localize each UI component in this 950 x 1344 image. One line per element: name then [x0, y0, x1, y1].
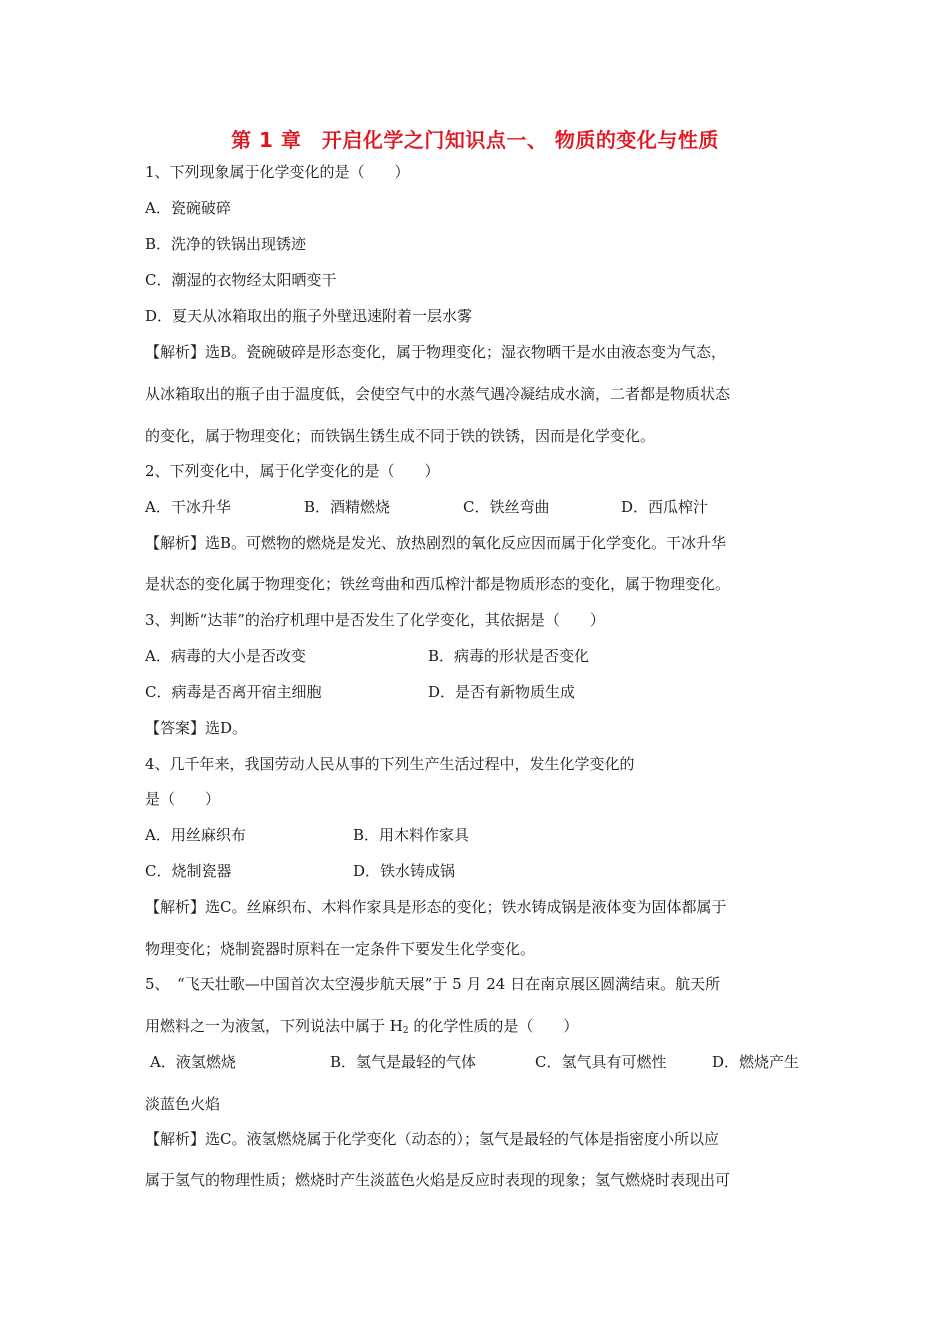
q4-analysis-line: 物理变化；烧制瓷器时原料在一定条件下要发生化学变化。 — [145, 940, 536, 958]
chapter-title: 第 1 章 开启化学之门知识点一、 物质的变化与性质 — [231, 128, 719, 152]
q1-analysis-line: 【解析】选B。瓷碗破碎是形态变化，属于物理变化；湿衣物晒干是水由液态变为气态， — [145, 343, 727, 361]
q3-answer: 【答案】选D。 — [145, 719, 248, 737]
q2-option-c: C．铁丝弯曲 — [463, 498, 550, 516]
q4-option-c: C．烧制瓷器 — [145, 862, 232, 880]
q1-option-d: D．夏天从冰箱取出的瓶子外壁迅速附着一层水雾 — [145, 307, 473, 325]
q5-subscript: 2 — [402, 1026, 409, 1036]
q5-option-d: D．燃烧产生 — [712, 1053, 800, 1071]
q1-analysis-line: 的变化，属于物理变化；而铁锅生锈生成不同于铁的铁锈，因而是化学变化。 — [145, 427, 656, 445]
q5-stem-text: 用燃料之一为液氢，下列说法中属于 H — [145, 1017, 403, 1035]
q5-stem-cont — [145, 1016, 578, 1041]
q2-option-b: B．酒精燃烧 — [304, 498, 391, 516]
q4-stem: 4、几千年来，我国劳动人民从事的下列生产生活过程中，发生化学变化的 — [145, 755, 635, 773]
q4-option-d: D．铁水铸成锅 — [353, 862, 456, 880]
q1-analysis-line: 从冰箱取出的瓶子由于温度低，会使空气中的水蒸气遇冷凝结成水滴，二者都是物质状态 — [145, 385, 731, 403]
q4-analysis-line: 【解析】选C。丝麻织布、木料作家具是形态的变化；铁水铸成锅是液体变为固体都属于 — [145, 898, 727, 916]
q5-option-d-cont: 淡蓝色火焰 — [145, 1095, 221, 1113]
q2-analysis-line: 是状态的变化属于物理变化；铁丝弯曲和西瓜榨汁都是物质形态的变化，属于物理变化。 — [145, 575, 731, 593]
q3-option-a: A．病毒的大小是否改变 — [145, 647, 306, 665]
q5-analysis-line: 【解析】选C。液氢燃烧属于化学变化（动态的）；氢气是最轻的气体是指密度小所以应 — [145, 1130, 719, 1148]
q5-option-a: A．液氢燃烧 — [150, 1053, 236, 1071]
q4-option-a: A．用丝麻织布 — [145, 826, 246, 844]
q2-stem: 2、下列变化中，属于化学变化的是（ ） — [145, 462, 440, 480]
q3-stem: 3、判断“达菲”的治疗机理中是否发生了化学变化，其依据是（ ） — [145, 611, 605, 629]
q5-analysis-line: 属于氢气的物理性质；燃烧时产生淡蓝色火焰是反应时表现的现象；氢气燃烧时表现出可 — [145, 1171, 731, 1189]
q1-option-c: C．潮湿的衣物经太阳晒变干 — [145, 271, 337, 289]
q4-stem-cont: 是（ ） — [145, 790, 221, 808]
q5-option-b: B．氢气是最轻的气体 — [330, 1053, 477, 1071]
q2-analysis-line: 【解析】选B。可燃物的燃烧是发光、放热剧烈的氧化反应因而属于化学变化。干冰升华 — [145, 534, 727, 552]
q5-option-c: C．氢气具有可燃性 — [535, 1053, 667, 1071]
q5-stem: 5、 “飞天壮歌—中国首次太空漫步航天展”于 5 月 24 日在南京展区圆满结束。航天所 — [145, 975, 721, 993]
q3-option-b: B．病毒的形状是否变化 — [428, 647, 590, 665]
q5-stem-text-end: 的化学性质的是（ ） — [408, 1017, 579, 1035]
q1-option-b: B．洗净的铁锅出现锈迹 — [145, 235, 307, 253]
q4-option-b: B．用木料作家具 — [353, 826, 470, 844]
q3-option-d: D．是否有新物质生成 — [428, 683, 576, 701]
q1-option-a: A．瓷碗破碎 — [145, 199, 231, 217]
q3-option-c: C．病毒是否离开宿主细胞 — [145, 683, 322, 701]
q2-option-a: A．干冰升华 — [145, 498, 231, 516]
q1-stem: 1、下列现象属于化学变化的是（ ） — [145, 163, 410, 181]
q2-option-d: D．西瓜榨汁 — [621, 498, 709, 516]
